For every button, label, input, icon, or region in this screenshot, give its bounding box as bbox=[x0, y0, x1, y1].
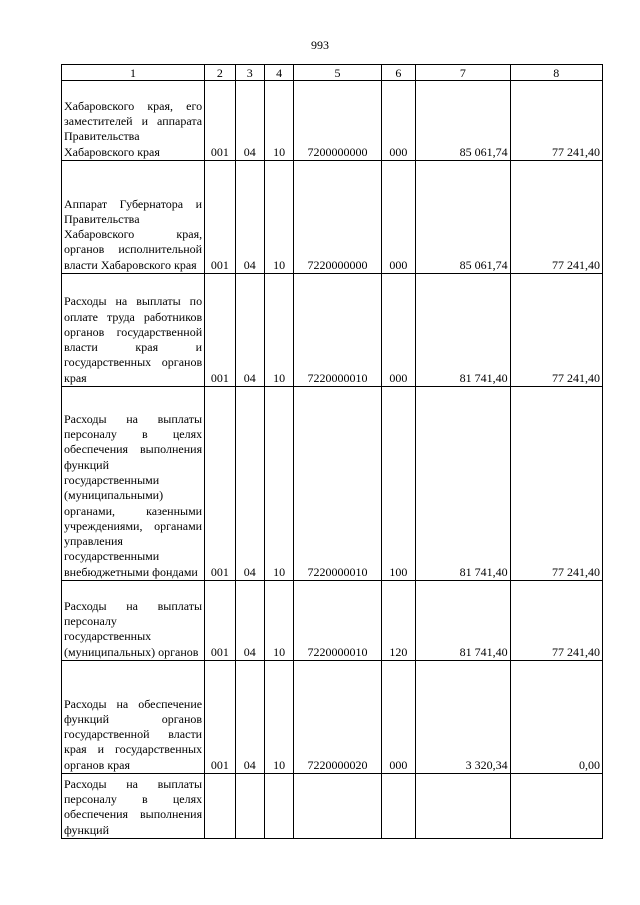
cell-subsection: 10 bbox=[264, 581, 293, 661]
cell-subsection: 10 bbox=[264, 387, 293, 581]
page-number: 993 bbox=[311, 38, 329, 52]
cell-amount-2: 77 241,40 bbox=[510, 81, 602, 161]
row-name: Расходы на обеспечение функций органов государственной власти края и государственных органов края bbox=[62, 661, 205, 774]
cell-ministry-code: 001 bbox=[205, 274, 235, 387]
cell-amount-2: 77 241,40 bbox=[510, 581, 602, 661]
cell-subsection: 10 bbox=[264, 81, 293, 161]
cell-ministry-code bbox=[205, 774, 235, 839]
cell-target-article: 7200000000 bbox=[294, 81, 381, 161]
cell-target-article: 7220000000 bbox=[294, 161, 381, 274]
cell-target-article: 7220000010 bbox=[294, 274, 381, 387]
cell-subsection bbox=[264, 774, 293, 839]
cell-target-article: 7220000020 bbox=[294, 661, 381, 774]
table-row bbox=[62, 774, 603, 839]
cell-section: 04 bbox=[235, 661, 264, 774]
cell-ministry-code: 001 bbox=[205, 81, 235, 161]
cell-expense-type: 000 bbox=[381, 161, 416, 274]
cell-expense-type: 000 bbox=[381, 81, 416, 161]
cell-section bbox=[235, 774, 264, 839]
row-name: Аппарат Губернатора и Правительства Хабаровского края, органов исполнительной власти Хабаровского края bbox=[62, 161, 205, 274]
cell-expense-type bbox=[381, 774, 416, 839]
column-header-2: 2 bbox=[205, 65, 235, 81]
cell-expense-type: 100 bbox=[381, 387, 416, 581]
budget-table bbox=[61, 64, 603, 839]
cell-ministry-code: 001 bbox=[205, 661, 235, 774]
cell-amount-2: 77 241,40 bbox=[510, 161, 602, 274]
cell-ministry-code: 001 bbox=[205, 161, 235, 274]
row-name: Расходы на выплаты персоналу в целях обеспечения выполнения функций bbox=[62, 774, 205, 839]
cell-amount-1: 85 061,74 bbox=[416, 81, 510, 161]
table-row bbox=[62, 581, 603, 661]
column-header-4: 4 bbox=[264, 65, 293, 81]
table-row bbox=[62, 661, 603, 774]
column-header-8: 8 bbox=[510, 65, 602, 81]
cell-section: 04 bbox=[235, 274, 264, 387]
cell-expense-type: 120 bbox=[381, 581, 416, 661]
cell-section: 04 bbox=[235, 81, 264, 161]
column-header-3: 3 bbox=[235, 65, 264, 81]
column-header-6: 6 bbox=[381, 65, 416, 81]
column-header-1: 1 bbox=[62, 65, 205, 81]
cell-amount-2: 77 241,40 bbox=[510, 274, 602, 387]
cell-subsection: 10 bbox=[264, 274, 293, 387]
cell-expense-type: 000 bbox=[381, 661, 416, 774]
cell-amount-1 bbox=[416, 774, 510, 839]
header-row bbox=[62, 65, 603, 81]
column-header-7: 7 bbox=[416, 65, 510, 81]
table-row bbox=[62, 387, 603, 581]
cell-amount-2: 77 241,40 bbox=[510, 387, 602, 581]
cell-ministry-code: 001 bbox=[205, 581, 235, 661]
row-name: Расходы на выплаты персоналу государственных (муниципальных) органов bbox=[62, 581, 205, 661]
row-name: Хабаровского края, его заместителей и аппарата Правительства Хабаровского края bbox=[62, 81, 205, 161]
row-name: Расходы на выплаты по оплате труда работников органов государственной власти края и государственных органов края bbox=[62, 274, 205, 387]
table-row bbox=[62, 81, 603, 161]
cell-target-article bbox=[294, 774, 381, 839]
cell-amount-2 bbox=[510, 774, 602, 839]
row-name: Расходы на выплаты персоналу в целях обеспечения выполнения функций государственными (муниципальными) органами, казенными учреждениями, органами управления государственными внебюджетными фондами bbox=[62, 387, 205, 581]
cell-section: 04 bbox=[235, 161, 264, 274]
cell-section: 04 bbox=[235, 387, 264, 581]
cell-target-article: 7220000010 bbox=[294, 581, 381, 661]
cell-subsection: 10 bbox=[264, 161, 293, 274]
table-row bbox=[62, 274, 603, 387]
column-header-5: 5 bbox=[294, 65, 381, 81]
table-row bbox=[62, 161, 603, 274]
cell-amount-1: 3 320,34 bbox=[416, 661, 510, 774]
cell-target-article: 7220000010 bbox=[294, 387, 381, 581]
cell-amount-1: 81 741,40 bbox=[416, 387, 510, 581]
cell-ministry-code: 001 bbox=[205, 387, 235, 581]
cell-amount-1: 81 741,40 bbox=[416, 274, 510, 387]
cell-subsection: 10 bbox=[264, 661, 293, 774]
cell-section: 04 bbox=[235, 581, 264, 661]
cell-amount-2: 0,00 bbox=[510, 661, 602, 774]
cell-amount-1: 85 061,74 bbox=[416, 161, 510, 274]
cell-expense-type: 000 bbox=[381, 274, 416, 387]
cell-amount-1: 81 741,40 bbox=[416, 581, 510, 661]
